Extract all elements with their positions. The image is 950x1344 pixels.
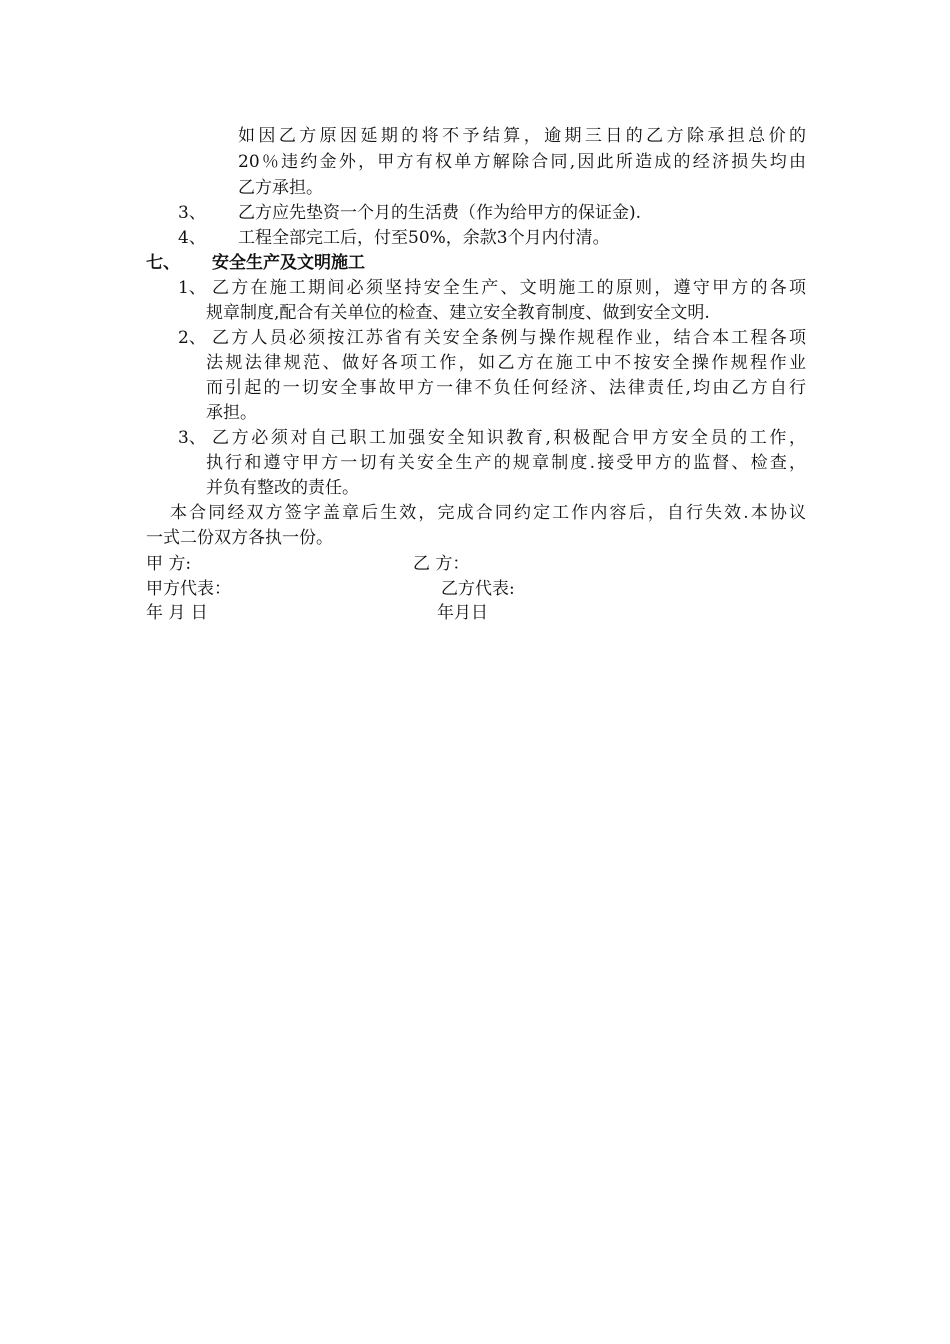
item-text-line: 乙方在施工期间必须坚持安全生产、文明施工的原则，遵守甲方的各项	[212, 278, 806, 298]
item-text-line: 承担。	[206, 403, 257, 423]
item-number: 3、	[178, 428, 206, 448]
section-title: 安全生产及文明施工	[212, 253, 365, 273]
party-b-rep-label: 乙方代表:	[441, 579, 515, 599]
item-number: 3、	[178, 203, 206, 223]
item-text-line: 规章制度,配合有关单位的检查、建立安全教育制度、做到安全文明.	[206, 303, 710, 323]
continuation-line: 如因乙方原因延期的将不予结算，逾期三日的乙方除承担总价的	[238, 126, 806, 146]
item-text-line: 乙方必须对自己职工加强安全知识教育,积极配合甲方安全员的工作，	[212, 428, 806, 448]
item-text-line: 而引起的一切安全事故甲方一律不负任何经济、法律责任,均由乙方自行	[206, 378, 806, 398]
party-b-date: 年月日	[437, 603, 488, 623]
item-number: 2、	[178, 328, 206, 348]
party-a-rep-label: 甲方代表：	[146, 579, 231, 599]
item-text: 工程全部完工后，付至50%，余款3个月内付清。	[238, 228, 610, 248]
item-number: 4、	[178, 228, 206, 248]
closing-line: 本合同经双方签字盖章后生效，完成合同约定工作内容后，自行失效.本协议	[170, 503, 806, 523]
item-number: 1、	[178, 278, 206, 298]
closing-line: 一式二份双方各执一份。	[146, 528, 333, 548]
section-number: 七、	[146, 253, 180, 273]
party-a-date: 年 月 日	[146, 603, 208, 623]
item-text-line: 法规法律规范、做好各项工作，如乙方在施工中不按安全操作规程作业	[206, 353, 806, 373]
item-text: 乙方应先垫资一个月的生活费（作为给甲方的保证金).	[238, 203, 642, 223]
item-text-line: 执行和遵守甲方一切有关安全生产的规章制度.接受甲方的监督、检查，	[206, 453, 806, 473]
party-a-label: 甲 方:	[146, 554, 192, 574]
item-text-line: 并负有整改的责任。	[206, 478, 359, 498]
continuation-line: 乙方承担。	[238, 178, 323, 198]
party-b-label: 乙 方：	[413, 554, 470, 574]
continuation-line: 20％违约金外，甲方有权单方解除合同,因此所造成的经济损失均由	[238, 152, 806, 172]
item-text-line: 乙方人员必须按江苏省有关安全条例与操作规程作业，结合本工程各项	[212, 328, 806, 348]
